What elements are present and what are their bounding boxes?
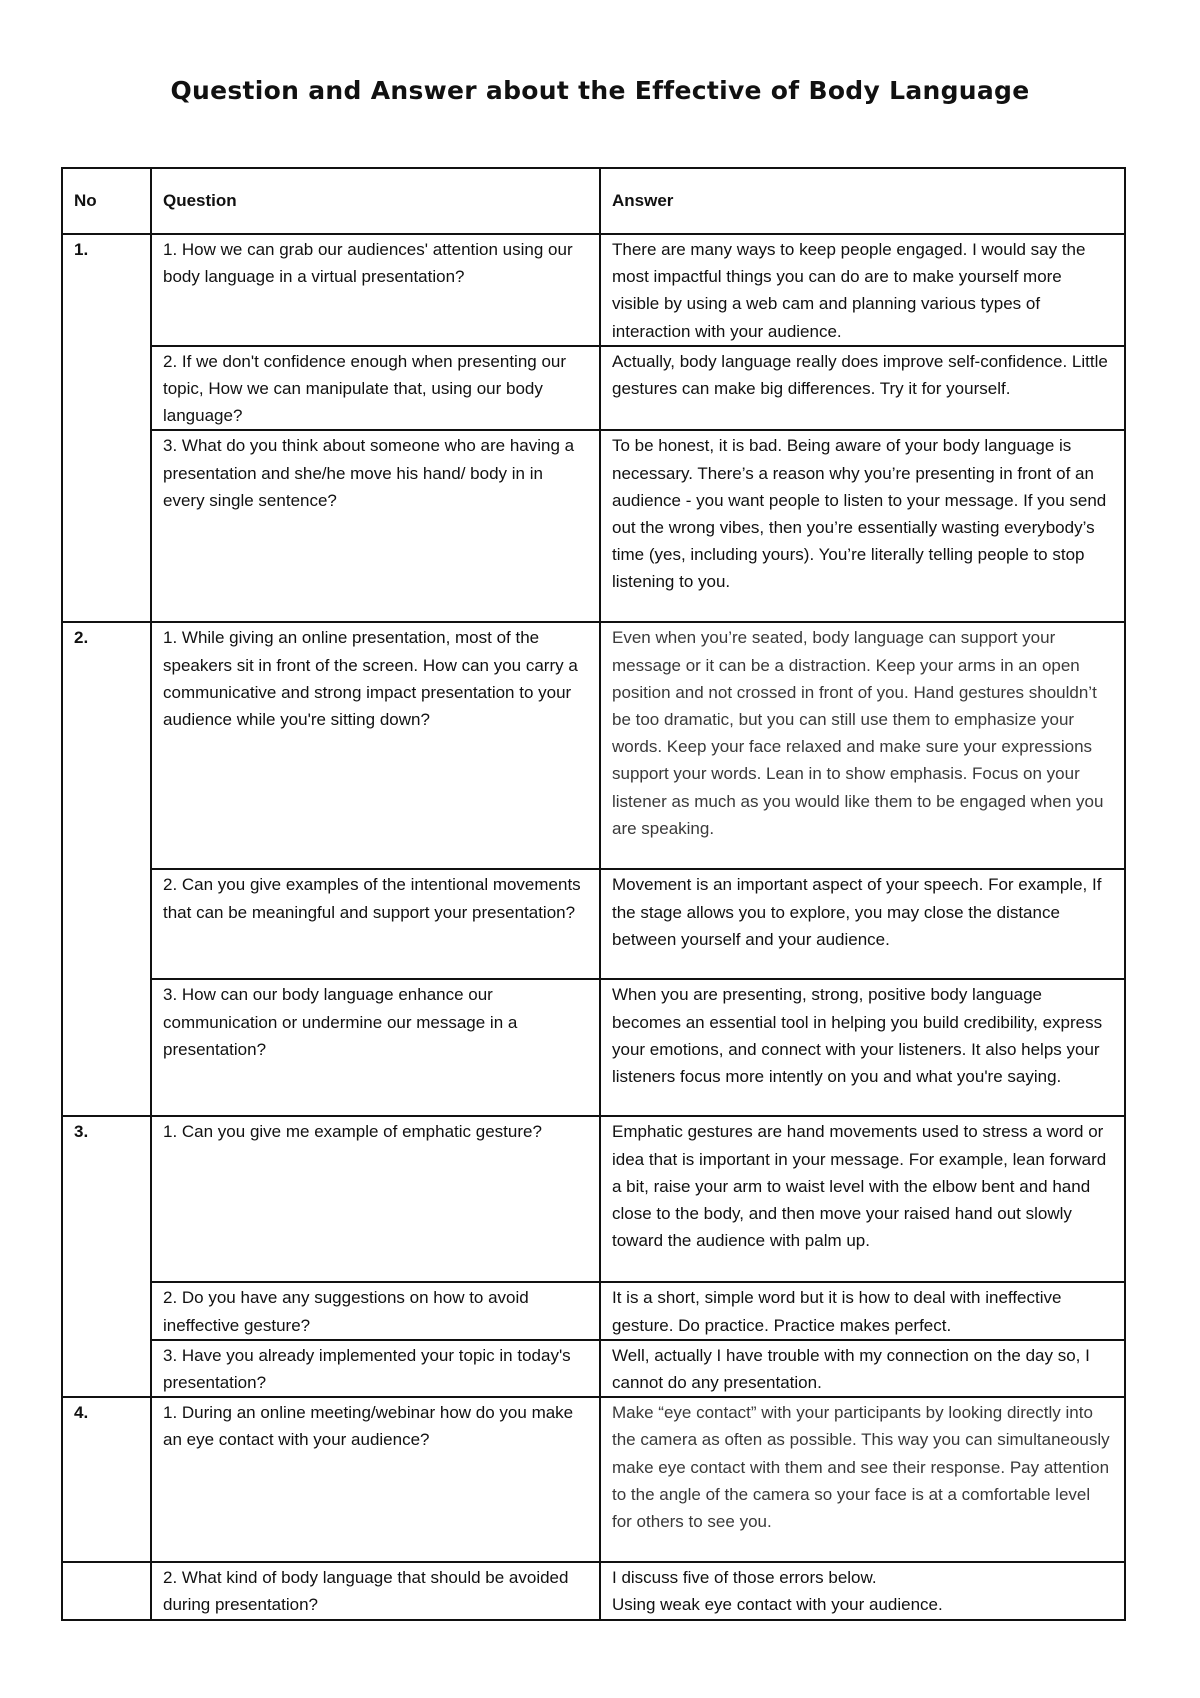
empty-number-cell xyxy=(62,1562,151,1619)
section-number: 1. xyxy=(62,234,151,622)
table-row xyxy=(62,1282,1125,1339)
answer-cell: When you are presenting, strong, positive body language becomes an essential tool in helping you build credibility, express your emotions, and connect with your listeners. It also helps your listeners focus more intently on you and what you're saying. xyxy=(600,979,1125,1116)
answer-cell: Make “eye contact” with your participants by looking directly into the camera as often as possible. This way you can simultaneously make eye contact with them and see their response. Pay attention to the angle of the camera so your face is at a comfortable level for others to see you. xyxy=(600,1397,1125,1562)
answer-cell: To be honest, it is bad. Being aware of your body language is necessary. There’s a reason why you’re presenting in front of an audience - you want people to listen to your message. If you send out the wrong vibes, then you’re essentially wasting everybody’s time (yes, including yours). You’re literally telling people to stop listening to you. xyxy=(600,430,1125,622)
table-row xyxy=(62,1116,1125,1282)
table-row xyxy=(62,979,1125,1116)
section-number: 4. xyxy=(62,1397,151,1562)
answer-line: Using weak eye contact with your audience. xyxy=(612,1595,943,1615)
answer-cell: Even when you’re seated, body language can support your message or it can be a distraction. Keep your arms in an open position and not crossed in front of you. Hand gestures shouldn’t be too dramatic, but you can still use them to emphasize your words. Keep your face relaxed and make sure your expressions support your words. Lean in to show emphasis. Focus on your listener as much as you would like them to be engaged when you are speaking. xyxy=(600,622,1125,869)
section-number: 2. xyxy=(62,622,151,1116)
question-cell: 2. Can you give examples of the intentional movements that can be meaningful and support your presentation? xyxy=(151,869,600,979)
header-answer: Answer xyxy=(600,168,1125,234)
table-row xyxy=(62,346,1125,431)
qa-table xyxy=(61,167,1126,1621)
header-no: No xyxy=(62,168,151,234)
table-row xyxy=(62,869,1125,979)
table-row xyxy=(62,1397,1125,1562)
answer-cell: It is a short, simple word but it is how to deal with ineffective gesture. Do practice. Practice makes perfect. xyxy=(600,1282,1125,1339)
table-row xyxy=(62,234,1125,346)
table-header-row xyxy=(62,168,1125,234)
table-row xyxy=(62,622,1125,869)
question-cell: 3. What do you think about someone who are having a presentation and she/he move his hand/ body in in every single sentence? xyxy=(151,430,600,622)
question-cell: 1. While giving an online presentation, most of the speakers sit in front of the screen. How can you carry a communicative and strong impact presentation to your audience while you're sitting down? xyxy=(151,622,600,869)
answer-cell xyxy=(600,1562,1125,1619)
table-row xyxy=(62,1562,1125,1619)
question-cell: 1. How we can grab our audiences' attention using our body language in a virtual presentation? xyxy=(151,234,600,346)
header-question: Question xyxy=(151,168,600,234)
question-cell: 3. How can our body language enhance our communication or undermine our message in a presentation? xyxy=(151,979,600,1116)
question-cell: 3. Have you already implemented your topic in today's presentation? xyxy=(151,1340,600,1397)
question-cell: 1. Can you give me example of emphatic gesture? xyxy=(151,1116,600,1282)
answer-cell: Movement is an important aspect of your speech. For example, If the stage allows you to explore, you may close the distance between yourself and your audience. xyxy=(600,869,1125,979)
answer-cell: Emphatic gestures are hand movements used to stress a word or idea that is important in your message. For example, lean forward a bit, raise your arm to waist level with the elbow bent and hand close to the body, and then move your raised hand out slowly toward the audience with palm up. xyxy=(600,1116,1125,1282)
answer-line: I discuss five of those errors below. xyxy=(612,1568,877,1588)
answer-cell: There are many ways to keep people engaged. I would say the most impactful things you can do are to make yourself more visible by using a web cam and planning various types of interaction with your audience. xyxy=(600,234,1125,346)
answer-cell: Well, actually I have trouble with my connection on the day so, I cannot do any presentation. xyxy=(600,1340,1125,1397)
question-cell: 2. Do you have any suggestions on how to avoid ineffective gesture? xyxy=(151,1282,600,1339)
answer-cell: Actually, body language really does improve self-confidence. Little gestures can make big differences. Try it for yourself. xyxy=(600,346,1125,431)
question-cell: 1. During an online meeting/webinar how do you make an eye contact with your audience? xyxy=(151,1397,600,1562)
question-cell: 2. If we don't confidence enough when presenting our topic, How we can manipulate that, using our body language? xyxy=(151,346,600,431)
table-row xyxy=(62,1340,1125,1397)
table-row xyxy=(62,430,1125,622)
question-cell: 2. What kind of body language that should be avoided during presentation? xyxy=(151,1562,600,1619)
document-title: Question and Answer about the Effective of Body Language xyxy=(170,76,1030,105)
section-number: 3. xyxy=(62,1116,151,1397)
